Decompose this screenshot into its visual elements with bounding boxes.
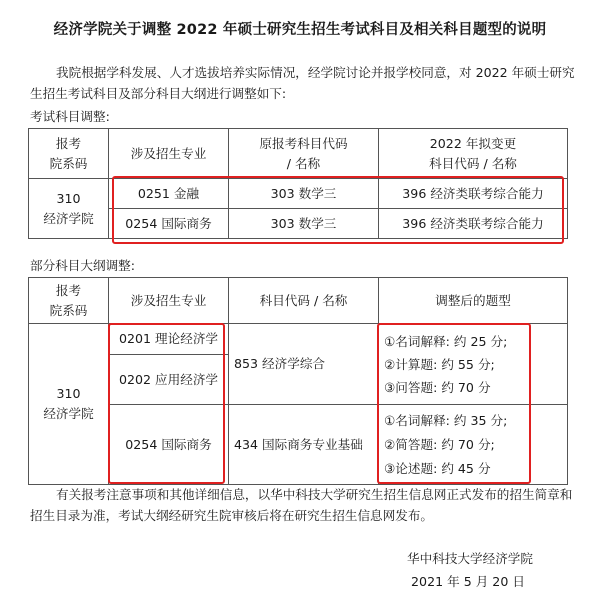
table2-subject-cell: 434 国际商务专业基础 [229, 405, 379, 485]
table1-header-new: 2022 年拟变更 科目代码 / 名称 [379, 129, 568, 179]
table-row [29, 324, 568, 355]
table2-subject-cell: 853 经济学综合 [229, 324, 379, 405]
outline-adjustment-table [28, 277, 568, 485]
table2-major-cell: 0202 应用经济学 [109, 355, 229, 405]
document-title: 经济学院关于调整 2022 年硕士研究生招生考试科目及相关科目题型的说明 [53, 22, 547, 38]
table2-header-major: 涉及招生专业 [109, 278, 229, 324]
table2-types-cell: ①名词解释: 约 25 分; ②计算题: 约 55 分; ③问答题: 约 70 分 [379, 324, 568, 405]
table2-header-row [29, 278, 568, 324]
table1-new-cell: 396 经济类联考综合能力 [379, 209, 568, 239]
exam-subject-table [28, 128, 568, 239]
table1-major-cell: 0251 金融 [109, 179, 229, 209]
table-row [29, 179, 568, 209]
table1-new-cell: 396 经济类联考综合能力 [379, 179, 568, 209]
table-row [29, 209, 568, 239]
table1-major-cell: 0254 国际商务 [109, 209, 229, 239]
table2-header-subject: 科目代码 / 名称 [229, 278, 379, 324]
table2-major-cell: 0254 国际商务 [109, 405, 229, 485]
table1-header-major: 涉及招生专业 [109, 129, 229, 179]
table1-dept-cell: 310 经济学院 [29, 179, 109, 239]
table-row [29, 405, 568, 485]
table1-header-dept: 报考 院系码 [29, 129, 109, 179]
table2-header-types: 调整后的题型 [379, 278, 568, 324]
table2-major-cell: 0201 理论经济学 [109, 324, 229, 355]
intro-paragraph: 我院根据学科发展、人才选拔培养实际情况，经学院讨论并报学校同意，对 2022 年硕士研究生招生考试科目及部分科目大纲进行调整如下: [30, 65, 575, 101]
signature-org: 华中科技大学经济学院 [407, 551, 533, 566]
closing-paragraph: 有关报考注意事项和其他详细信息，以华中科技大学研究生招生信息网正式发布的招生简章和招生目录为准，考试大纲经研究生院审核后将在研究生招生信息网发布。 [30, 487, 573, 523]
table2-types-cell: ①名词解释: 约 35 分; ②简答题: 约 70 分; ③论述题: 约 45 分 [379, 405, 568, 485]
section2-label: 部分科目大纲调整: [30, 258, 135, 273]
table1-header-orig: 原报考科目代码 / 名称 [229, 129, 379, 179]
signature-date: 2021 年 5 月 20 日 [411, 574, 525, 589]
section1-label: 考试科目调整: [30, 109, 110, 124]
table1-orig-cell: 303 数学三 [229, 179, 379, 209]
table2-header-dept: 报考 院系码 [29, 278, 109, 324]
table2-dept-cell: 310 经济学院 [29, 324, 109, 485]
table1-header-row [29, 129, 568, 179]
table1-orig-cell: 303 数学三 [229, 209, 379, 239]
